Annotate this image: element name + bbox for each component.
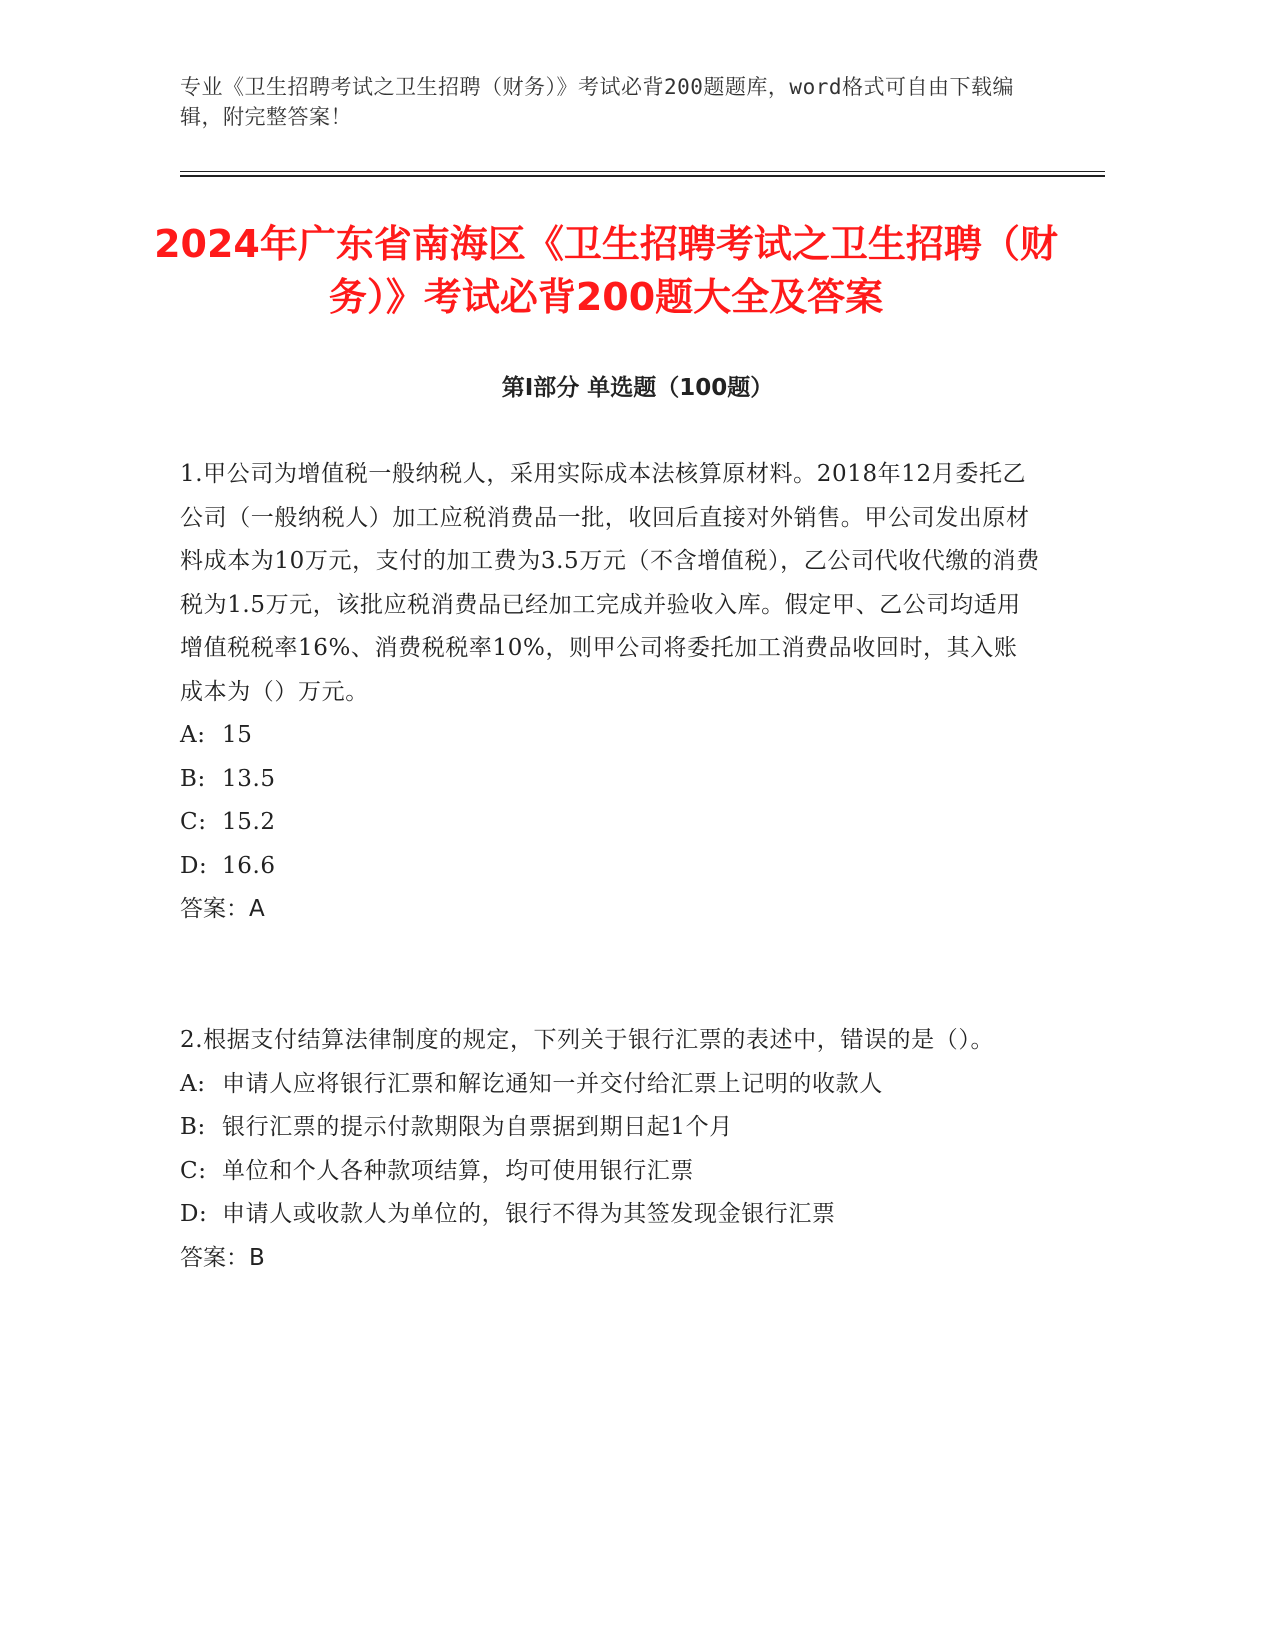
option-text: 申请人应将银行汇票和解讫通知一并交付给汇票上记明的收款人 bbox=[222, 1070, 883, 1097]
option-text: 单位和个人各种款项结算，均可使用银行汇票 bbox=[222, 1157, 694, 1184]
option-key: A: bbox=[180, 722, 206, 748]
document-title: 2024年广东省南海区《卫生招聘考试之卫生招聘（财务）》考试必背200题大全及答案 bbox=[154, 222, 1058, 319]
question-1 bbox=[180, 453, 1040, 932]
question-stem: 2.根据支付结算法律制度的规定，下列关于银行汇票的表述中，错误的是（）。 bbox=[180, 1027, 995, 1053]
option-c bbox=[180, 801, 1040, 845]
option-a bbox=[180, 714, 1040, 758]
option-b bbox=[180, 758, 1040, 802]
option-key: D: bbox=[180, 852, 208, 879]
question-2 bbox=[180, 1019, 1040, 1280]
header-note: 专业《卫生招聘考试之卫生招聘（财务）》考试必背200题题库，word格式可自由下载编辑，附完整答案！ bbox=[180, 75, 1014, 129]
section-title: 第Ⅰ部分 单选题（100题） bbox=[501, 375, 774, 401]
option-d bbox=[180, 1193, 1040, 1237]
option-text: 银行汇票的提示付款期限为自票据到期日起1个月 bbox=[222, 1114, 733, 1140]
option-key: A: bbox=[180, 1070, 206, 1097]
header-divider-thin bbox=[180, 171, 1105, 172]
answer: 答案：A bbox=[180, 896, 265, 922]
option-key: B: bbox=[180, 1114, 206, 1140]
header-divider-thick bbox=[180, 175, 1105, 177]
question-stem: 1.甲公司为增值税一般纳税人，采用实际成本法核算原材料。2018年12月委托乙公司（一般纳税人）加工应税消费品一批，收回后直接对外销售。甲公司发出原材料成本为10万元，支付的加工费为3.5万元（不含增值税），乙公司代收代缴的消费税为1.5万元，该批应税消费品已经加工完成并验收入库。假定甲、乙公司均适用增值税税率16%、消费税税率10%，则甲公司将委托加工消费品收回时，其入账成本为（）万元。 bbox=[180, 461, 1040, 705]
option-text: 申请人或收款人为单位的，银行不得为其签发现金银行汇票 bbox=[222, 1201, 836, 1227]
option-text: 13.5 bbox=[222, 765, 276, 792]
answer: 答案：B bbox=[180, 1244, 265, 1271]
option-text: 16.6 bbox=[222, 852, 276, 879]
option-key: B: bbox=[180, 765, 206, 792]
option-text: 15 bbox=[222, 722, 253, 748]
option-b bbox=[180, 1106, 1040, 1150]
option-key: D: bbox=[180, 1201, 208, 1227]
option-key: C: bbox=[180, 1157, 207, 1184]
option-d bbox=[180, 845, 1040, 889]
option-text: 15.2 bbox=[222, 809, 276, 835]
option-c bbox=[180, 1150, 1040, 1194]
option-key: C: bbox=[180, 809, 207, 835]
option-a bbox=[180, 1063, 1040, 1107]
